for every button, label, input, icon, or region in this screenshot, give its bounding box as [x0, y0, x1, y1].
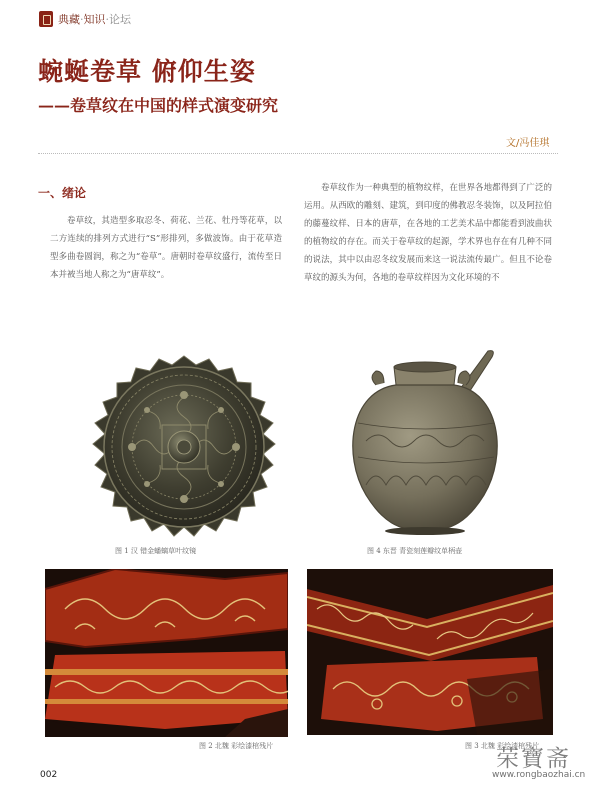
caption-figure-3: 图 3 北魏 彩绘漆棺残片 [465, 742, 540, 750]
magazine-logo-icon [39, 11, 53, 27]
watermark [492, 740, 592, 788]
header-sep-1: · [80, 13, 84, 26]
header-column: 论坛 [109, 13, 131, 26]
paragraph-left: 卷草纹，其造型多取忍冬、荷花、兰花、牡丹等花草，以二方连续的排列方式进行“S”形排列，多做波饰。由于花草造型多曲卷圆润，称之为“卷草”。唐朝时卷草纹盛行，流传至日本并被当地人称之为“唐草纹”。 [50, 216, 282, 280]
header-sep-2: · [105, 13, 109, 26]
caption-figure-1: 图 1 汉 错金蟠螭草叶纹镜 [115, 547, 197, 555]
figure-celadon-jar [336, 345, 514, 537]
watermark-logo-text: 荣寶斋 [496, 746, 571, 772]
header-breadcrumb [58, 11, 131, 27]
article-author: 文/冯佳琪 [506, 138, 550, 149]
section-heading: 一、绪论 [38, 186, 87, 200]
figure-bronze-mirror [90, 355, 278, 543]
figure-lacquer-fragment-right [307, 569, 553, 735]
header-category: 知识 [83, 13, 106, 26]
header-section: 典藏 [58, 13, 80, 26]
title-divider [38, 153, 558, 154]
paragraph-right: 卷草纹作为一种典型的植物纹样，在世界各地都得到了广泛的运用。从西欧的雕刻、建筑，到印度的佛教忍冬装饰，以及阿拉伯的藤蔓纹样、日本的唐草，在各地的工艺美术品中都能看到波曲状的植物纹的存在。而关于卷草纹的起源，学术界也存在有几种不同的说法，其中以由忍冬纹发展而来这一说法流传最广。但且不论卷草纹的源头为何，各地的卷草纹样因为文化环境的不 [304, 183, 552, 283]
caption-figure-2: 图 2 北魏 彩绘漆棺残片 [199, 742, 274, 750]
page-number: 002 [40, 770, 58, 780]
article-title: 蜿蜒卷草 俯仰生姿 [38, 57, 256, 86]
watermark-url: www.rongbaozhai.cn [492, 770, 586, 780]
caption-figure-4: 图 4 东晋 青瓷刻莲瓣纹单柄壶 [367, 547, 463, 555]
figure-lacquer-fragment-left [45, 569, 288, 737]
article-subtitle: ——卷草纹在中国的样式演变研究 [38, 96, 279, 115]
